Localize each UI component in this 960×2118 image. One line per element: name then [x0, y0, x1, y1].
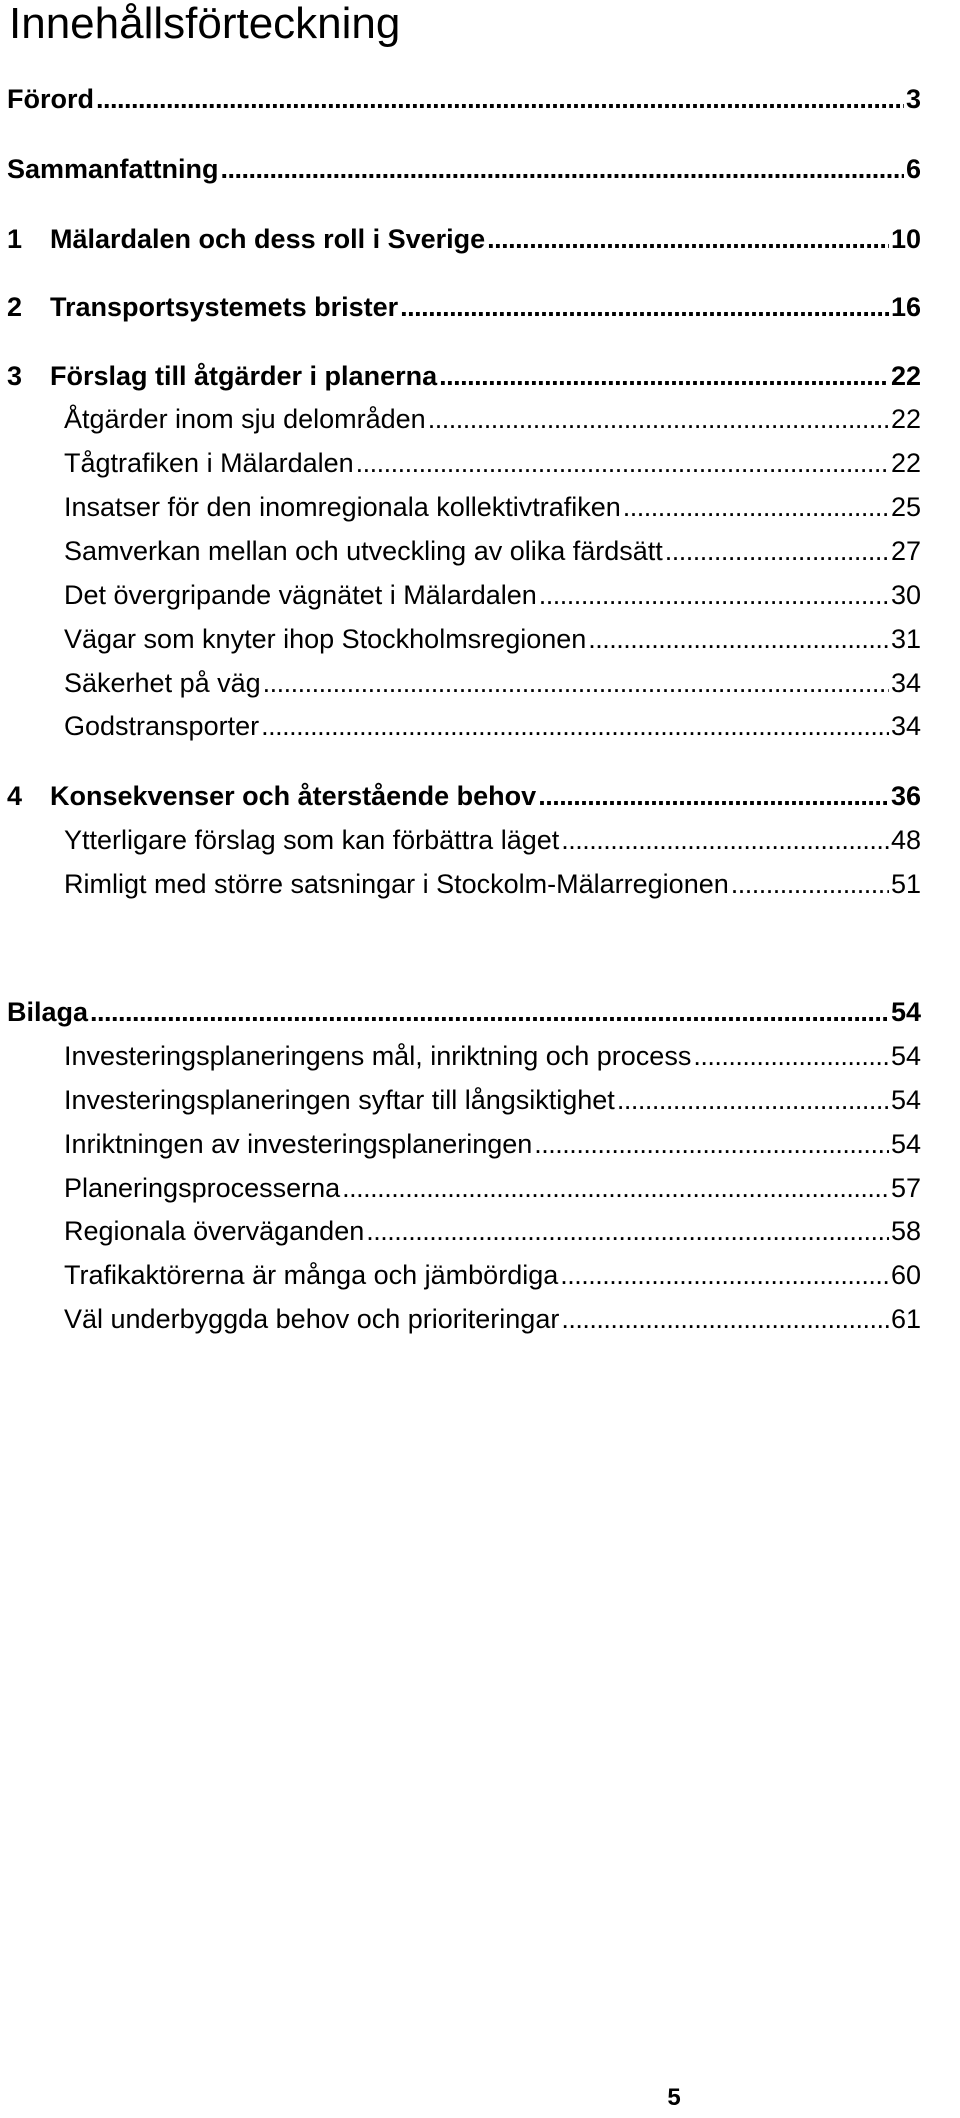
toc-entry-title: Förord	[7, 84, 94, 114]
toc-entry-page: 10	[890, 224, 921, 254]
toc-leader-dots	[561, 1302, 889, 1336]
toc-entry-title: Investeringsplaneringen syftar till långsiktighet	[64, 1085, 615, 1115]
toc-entry[interactable]	[0, 773, 921, 813]
toc-entry-page: 54	[890, 997, 921, 1027]
toc-entry-page: 22	[890, 404, 921, 434]
toc-leader-dots	[428, 402, 889, 436]
toc-entry-page: 57	[890, 1173, 921, 1203]
toc-leader-dots	[539, 578, 889, 612]
toc-entry-title: Planeringsprocesserna	[64, 1173, 341, 1203]
toc-entry[interactable]	[0, 1252, 921, 1292]
toc-entry[interactable]	[0, 528, 921, 568]
toc-entry[interactable]	[0, 817, 921, 857]
toc-entry-title: Godstransporter	[64, 711, 260, 741]
toc-entry[interactable]	[0, 396, 921, 436]
page-title: Innehållsförteckning	[9, 0, 401, 48]
toc-leader-dots	[221, 152, 904, 186]
toc-entry-page: 34	[890, 668, 921, 698]
toc-entry[interactable]	[0, 216, 921, 256]
toc-leader-dots	[534, 1127, 889, 1161]
toc-entry-title: Det övergripande vägnätet i Mälardalen	[64, 580, 537, 610]
toc-entry[interactable]	[0, 284, 921, 324]
toc-leader-dots	[400, 290, 889, 324]
toc-entry[interactable]	[0, 1121, 921, 1161]
toc-entry[interactable]	[0, 484, 921, 524]
toc-entry-title: Vägar som knyter ihop Stockholmsregionen	[64, 624, 587, 654]
toc-entry-page: 54	[890, 1041, 921, 1071]
toc-leader-dots	[731, 867, 889, 901]
toc-entry-page: 34	[890, 711, 921, 741]
toc-entry[interactable]	[0, 146, 921, 186]
toc-leader-dots	[561, 823, 889, 857]
toc-entry-title: Samverkan mellan och utveckling av olika färdsätt	[64, 536, 663, 566]
toc-leader-dots	[356, 446, 889, 480]
toc-entry[interactable]	[0, 1077, 921, 1117]
toc-entry[interactable]	[0, 1208, 921, 1248]
toc-entry-page: 6	[905, 154, 921, 184]
page-number: 5	[667, 2084, 681, 2111]
toc-entry-title: Regionala överväganden	[64, 1216, 365, 1246]
toc-leader-dots	[487, 222, 889, 256]
toc-leader-dots	[261, 709, 889, 743]
toc-entry-page: 16	[890, 292, 921, 322]
toc-entry[interactable]	[0, 76, 921, 116]
toc-entry-title: Trafikaktörerna är många och jämbördiga	[64, 1260, 559, 1290]
toc-entry-title: Transportsystemets brister	[50, 292, 399, 322]
toc-leader-dots	[588, 622, 889, 656]
toc-entry-title: Väl underbyggda behov och prioriteringar	[64, 1304, 560, 1334]
toc-entry-page: 51	[890, 869, 921, 899]
toc-entry-page: 31	[890, 624, 921, 654]
toc-leader-dots	[96, 82, 904, 116]
toc-entry-page: 22	[890, 361, 921, 391]
toc-entry-number: 1	[7, 224, 23, 254]
toc-entry-title: Mälardalen och dess roll i Sverige	[50, 224, 486, 254]
toc-entry[interactable]	[0, 660, 921, 700]
toc-entry-number: 2	[7, 292, 23, 322]
toc-entry-title: Ytterligare förslag som kan förbättra läget	[64, 825, 560, 855]
toc-leader-dots	[439, 359, 889, 393]
toc-entry-number: 4	[7, 781, 23, 811]
toc-entry-page: 30	[890, 580, 921, 610]
toc-entry[interactable]	[0, 572, 921, 612]
toc-leader-dots	[263, 666, 889, 700]
toc-leader-dots	[90, 995, 889, 1029]
toc-entry-page: 22	[890, 448, 921, 478]
toc-entry[interactable]	[0, 1296, 921, 1336]
toc-entry-page: 48	[890, 825, 921, 855]
toc-entry[interactable]	[0, 1165, 921, 1205]
toc-leader-dots	[366, 1214, 889, 1248]
toc-entry-page: 25	[890, 492, 921, 522]
toc-entry-page: 61	[890, 1304, 921, 1334]
toc-entry-title: Rimligt med större satsningar i Stockolm-Mälarregionen	[64, 869, 729, 899]
toc-entry-title: Konsekvenser och återstående behov	[50, 781, 537, 811]
toc-entry[interactable]	[0, 616, 921, 656]
toc-leader-dots	[342, 1171, 889, 1205]
toc-entry-title: Inriktningen av investeringsplaneringen	[64, 1129, 533, 1159]
toc-entry-title: Bilaga	[7, 997, 89, 1027]
toc-entry-page: 58	[890, 1216, 921, 1246]
toc-entry-title: Tågtrafiken i Mälardalen	[64, 448, 354, 478]
toc-entry-page: 60	[890, 1260, 921, 1290]
toc-entry-title: Sammanfattning	[7, 154, 219, 184]
toc-entry-page: 3	[905, 84, 921, 114]
toc-entry-page: 36	[890, 781, 921, 811]
toc-leader-dots	[560, 1258, 889, 1292]
toc-entry[interactable]	[0, 1033, 921, 1073]
toc-leader-dots	[693, 1039, 889, 1073]
toc-entry-title: Insatser för den inomregionala kollektivtrafiken	[64, 492, 621, 522]
toc-entry-page: 27	[890, 536, 921, 566]
toc-leader-dots	[623, 490, 889, 524]
toc-entry[interactable]	[0, 861, 921, 901]
toc-entry-title: Förslag till åtgärder i planerna	[50, 361, 438, 391]
toc-entry[interactable]	[0, 989, 921, 1029]
toc-leader-dots	[665, 534, 889, 568]
toc-leader-dots	[617, 1083, 889, 1117]
toc-entry-title: Säkerhet på väg	[64, 668, 261, 698]
toc-entry-number: 3	[7, 361, 23, 391]
toc-entry-title: Åtgärder inom sju delområden	[64, 404, 426, 434]
toc-entry-page: 54	[890, 1085, 921, 1115]
toc-entry-title: Investeringsplaneringens mål, inriktning och process	[64, 1041, 692, 1071]
toc-entry[interactable]	[0, 703, 921, 743]
toc-entry[interactable]	[0, 440, 921, 480]
toc-entry-page: 54	[890, 1129, 921, 1159]
toc-leader-dots	[538, 779, 889, 813]
toc-entry[interactable]	[0, 353, 921, 393]
